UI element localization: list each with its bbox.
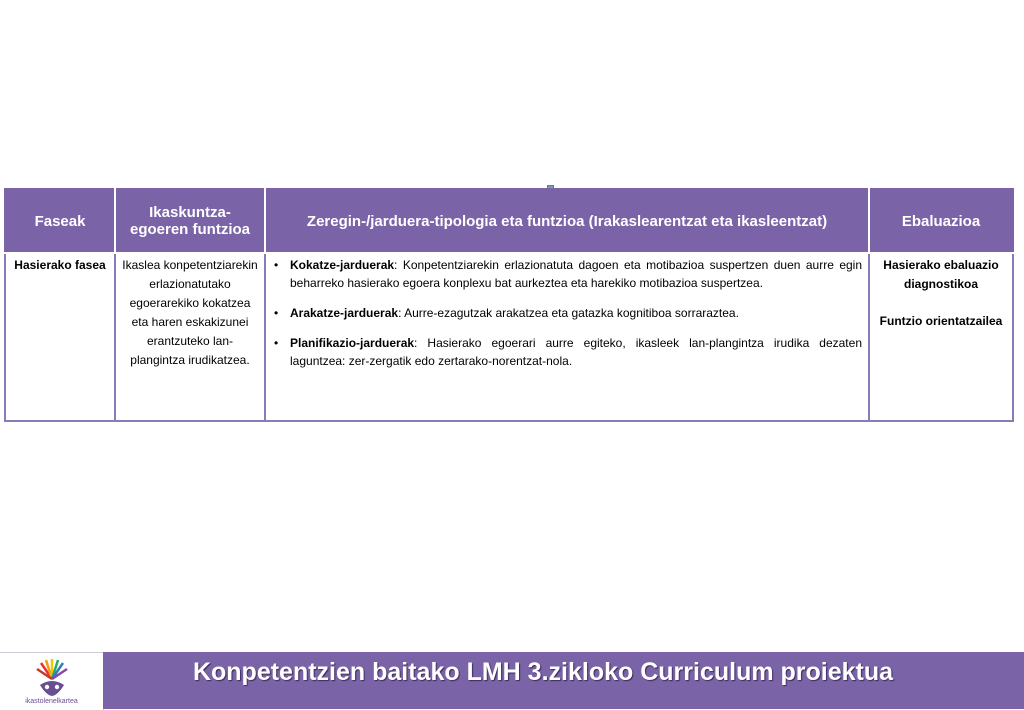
logo-text: ikastolenelkartea (25, 698, 78, 705)
cell-evaluation (869, 253, 1013, 421)
header-ebaluazioa: Ebaluazioa (869, 189, 1013, 253)
bullet-icon: • (274, 336, 279, 350)
header-faseak: Faseak (5, 189, 115, 253)
task-label: Arakatze-jarduerak (290, 306, 399, 320)
list-item (272, 334, 862, 370)
phases-table (4, 188, 1014, 422)
task-label: Planifikazio-jarduerak (290, 336, 415, 350)
cell-function: Ikaslea konpetentziarekin erlazionatutako egoerarekiko kokatzea eta haren eskakizunei erantzuteko lan-plangintza irudikatzea. (115, 253, 265, 421)
header-zeregin-tipologia: Zeregin-/jarduera-tipologia eta funtzioa (Irakaslearentzat eta ikasleentzat) (265, 189, 869, 253)
table-header-row (5, 189, 1013, 253)
task-label: Kokatze-jarduerak (290, 258, 395, 272)
evaluation-orientation: Funtzio orientatzailea (879, 314, 1003, 328)
list-item (272, 304, 862, 322)
cell-tasks (265, 253, 869, 421)
task-text: : Konpetentziarekin erlazionatuta dagoen eta motibazioa suspertzen duen aurre egin beharreko hasierako egoera konplexu bat aurkeztea eta harekiko motibazioa suspertzea. (290, 258, 862, 290)
list-item (272, 256, 862, 292)
bullet-icon: • (274, 306, 279, 320)
footer-logo (0, 652, 104, 710)
footer-band (103, 652, 1024, 709)
task-list (272, 256, 862, 370)
task-text: : Hasierako egoerari aurre egiteko, ikasleek lan-plangintza irudika dezaten laguntzea: zer-zergatik edo zertarako-norentzat-nola. (290, 336, 862, 368)
bullet-icon: • (274, 258, 279, 272)
header-ikaskuntza-funtzioa: Ikaskuntza-egoeren funtzioa (115, 189, 265, 253)
table-row (5, 253, 1013, 421)
cell-phase: Hasierako fasea (5, 253, 115, 421)
task-text: : Aurre-ezagutzak arakatzea eta gatazka kognitiboa sorraraztea. (398, 306, 739, 320)
footer-title: Konpetentzien baitako LMH 3.zikloko Curriculum proiektua (192, 658, 894, 686)
evaluation-diagnostic: Hasierako ebaluazio diagnostikoa (883, 258, 999, 291)
ikastolen-elkartea-logo-icon (35, 659, 69, 697)
